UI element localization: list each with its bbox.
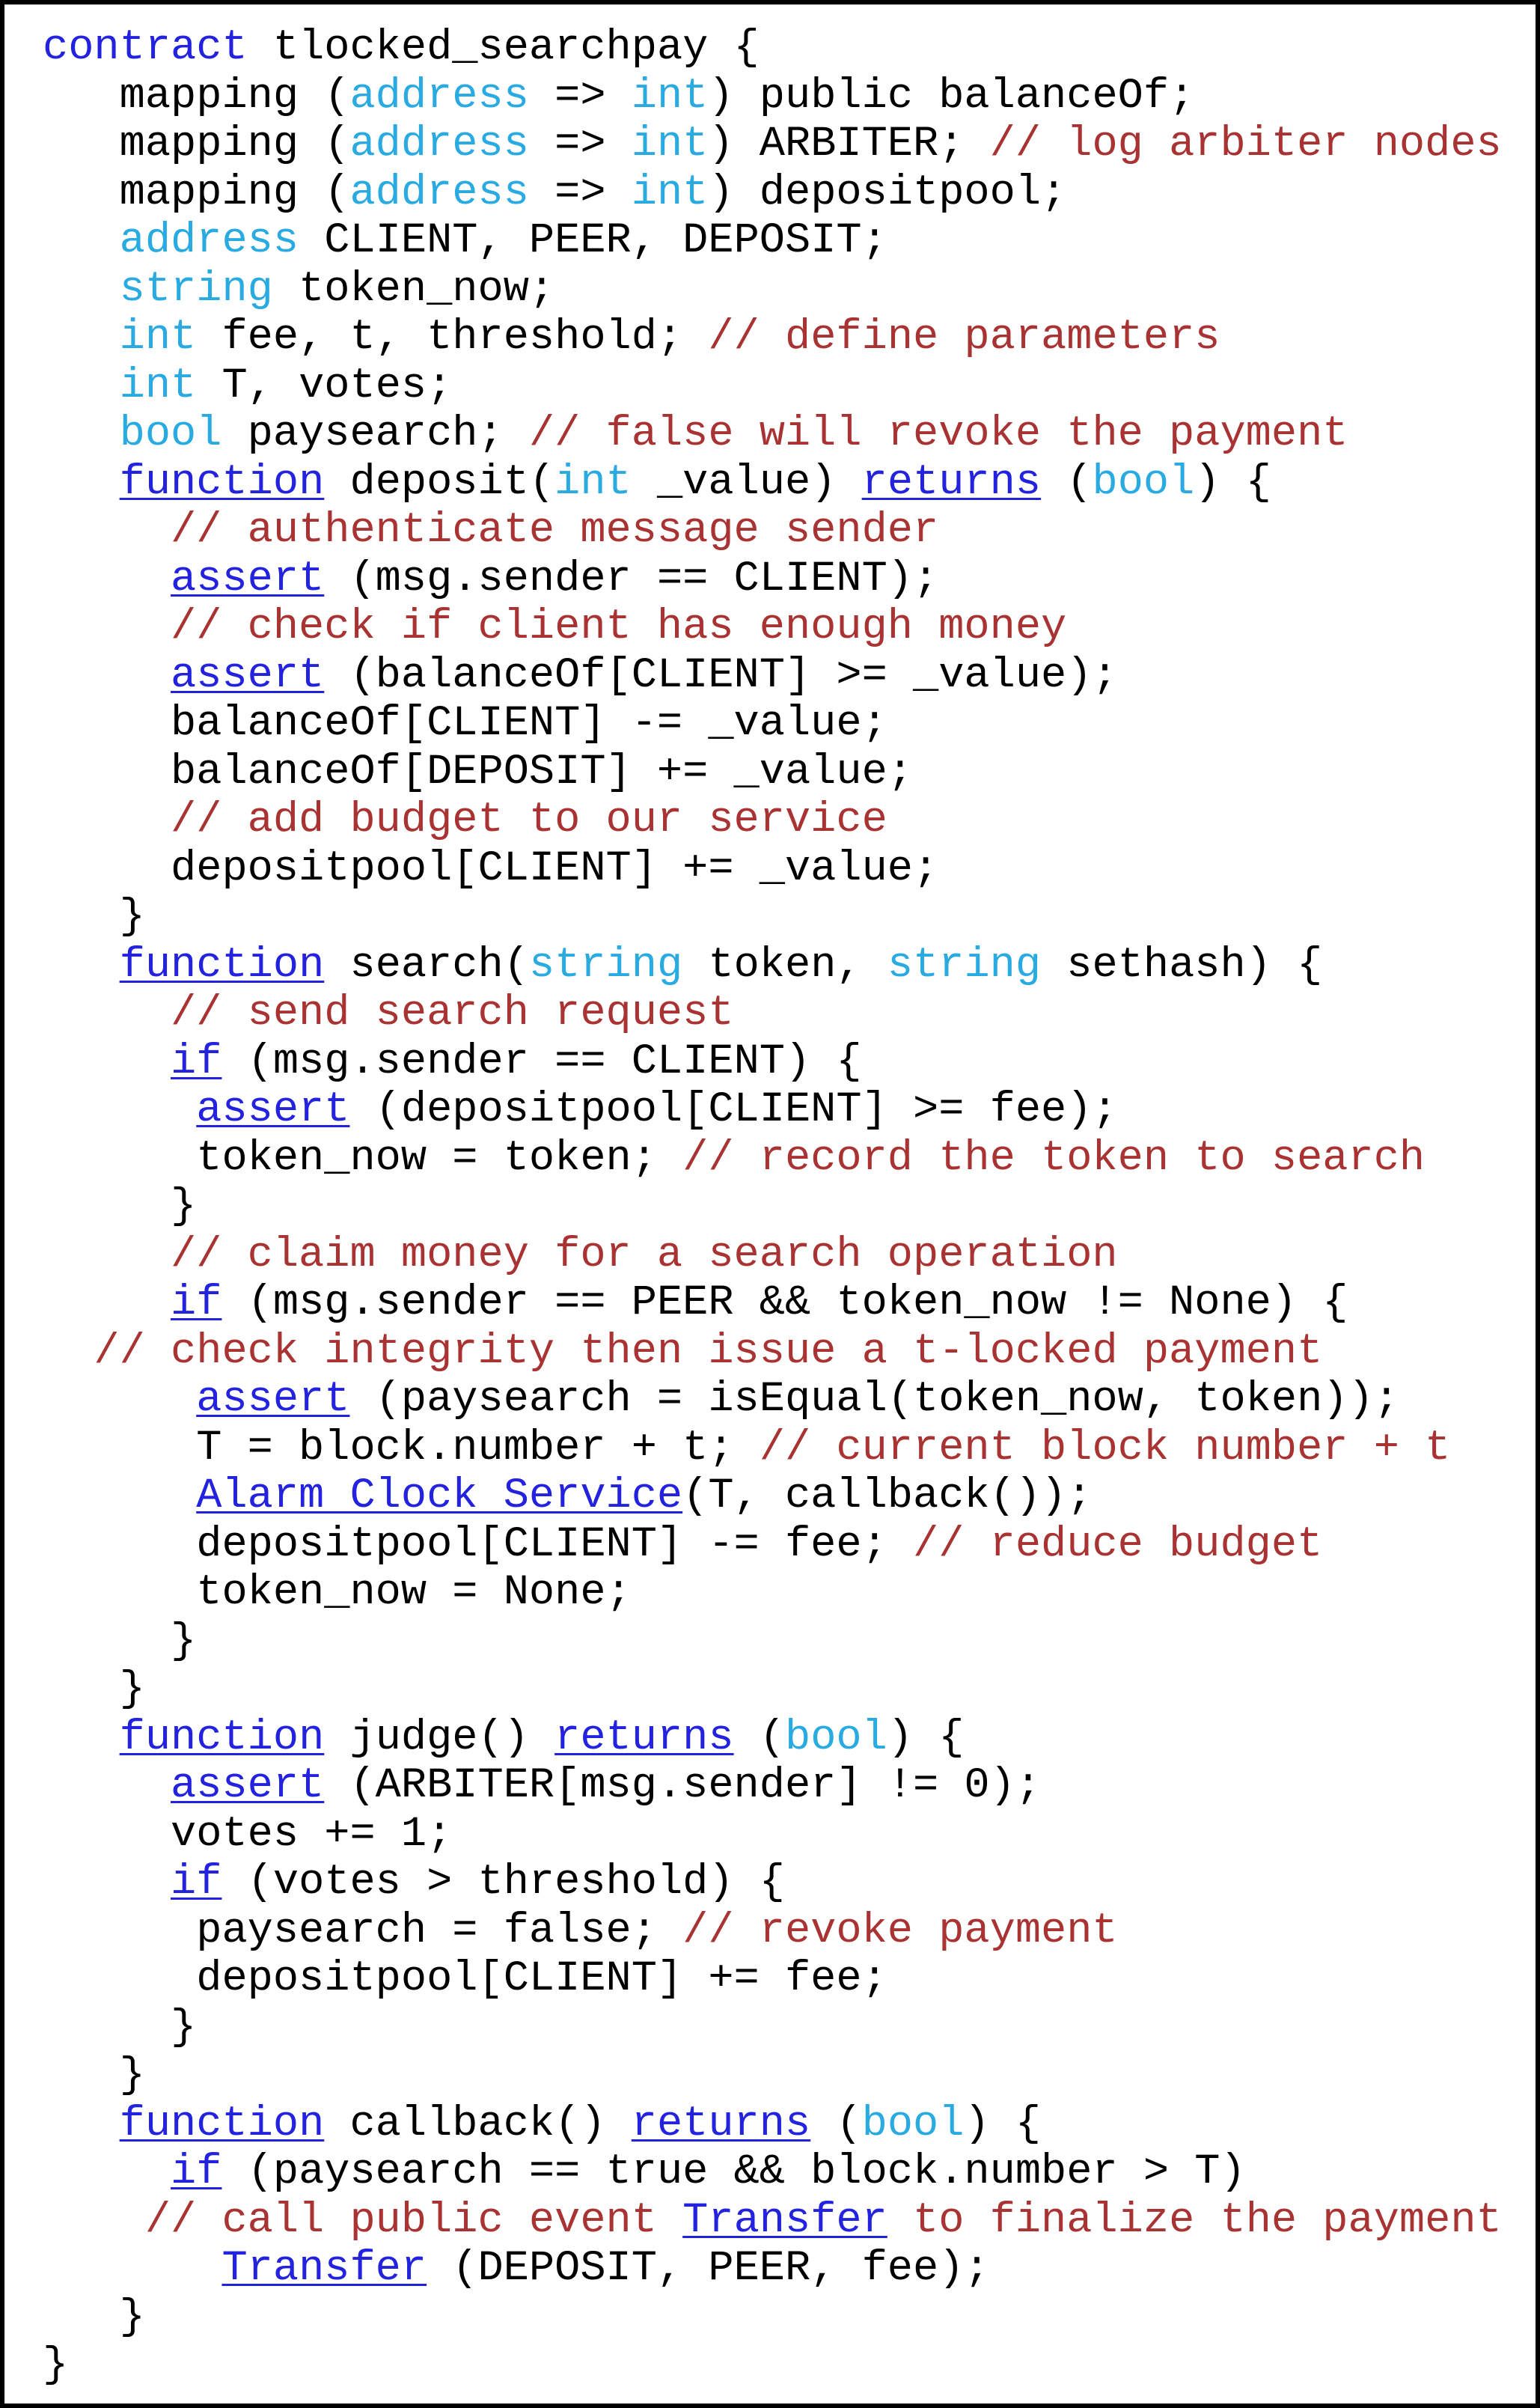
code-token-keyword-blue-underlined: Transfer (221, 2245, 427, 2293)
code-token-plain-black: } (43, 2003, 197, 2052)
code-token-keyword-blue-underlined: function (119, 1713, 325, 1762)
code-token-plain-black: mapping ( (43, 168, 350, 217)
code-token-plain-black (43, 603, 171, 651)
code-token-plain-black: token, (682, 941, 887, 990)
code-token-plain-black: (DEPOSIT, PEER, fee); (427, 2245, 990, 2293)
code-token-plain-black: (paysearch = isEqual(token_now, token)); (349, 1376, 1399, 1424)
code-token-keyword-blue-underlined: assert (196, 1376, 350, 1424)
code-token-plain-black: ( (1041, 458, 1093, 507)
code-token-type-cyan: bool (1092, 458, 1195, 507)
code-token-plain-black (43, 555, 171, 603)
code-token-plain-black (43, 652, 171, 700)
code-token-plain-black (43, 266, 120, 314)
code-token-plain-black: mapping ( (43, 121, 350, 168)
code-token-plain-black: judge() (324, 1713, 555, 1762)
code-token-type-cyan: bool (119, 410, 222, 458)
code-token-type-cyan: address (349, 72, 529, 121)
code-token-plain-black: _value) (631, 458, 862, 507)
code-token-keyword-blue-underlined: if (171, 1859, 222, 1906)
code-token-plain-black: paysearch; (221, 410, 529, 458)
code-token-comment-red: to finalize the payment (887, 2196, 1502, 2245)
code-token-plain-black: => (528, 168, 632, 217)
code-token-comment-red: // revoke payment (682, 1906, 1118, 1955)
code-token-plain-black: T, votes; (196, 362, 453, 410)
code-token-plain-black: } (43, 893, 145, 941)
code-token-comment-red: // authenticate message sender (171, 507, 939, 555)
code-token-plain-black: (T, callback()); (682, 1472, 1093, 1520)
code-token-plain-black (43, 1038, 171, 1086)
code-token-plain-black: ) public balanceOf; (708, 72, 1195, 121)
code-token-keyword-blue-underlined: returns (631, 2100, 811, 2148)
code-token-plain-black: (msg.sender == CLIENT) { (221, 1037, 862, 1086)
code-token-plain-black (43, 1376, 196, 1424)
code-token-plain-black (43, 1279, 171, 1327)
code-token-keyword-blue-underlined: Alarm Clock Service (196, 1472, 683, 1520)
code-token-type-cyan: bool (861, 2100, 965, 2148)
code-token-plain-black: token_now; (272, 265, 555, 314)
code-token-keyword-blue: contract (43, 24, 248, 72)
code-token-plain-black: => (528, 121, 632, 168)
code-token-keyword-blue-underlined: if (171, 2148, 222, 2196)
code-token-plain-black (43, 2148, 171, 2196)
code-token-plain-black (43, 990, 171, 1037)
code-token-plain-black: search( (324, 941, 529, 990)
code-token-plain-black: ) { (1194, 458, 1271, 507)
code-token-plain-black: mapping ( (43, 72, 350, 121)
code-token-plain-black (43, 507, 171, 555)
code-token-keyword-blue-underlined: assert (171, 555, 325, 603)
code-token-type-cyan: string (887, 941, 1042, 990)
code-token-plain-black: } (43, 2052, 145, 2100)
code-token-plain-black (43, 796, 171, 844)
code-token-plain-black (43, 1472, 196, 1520)
code-token-plain-black (43, 2245, 221, 2293)
code-token-keyword-blue-underlined: assert (171, 651, 325, 700)
code-token-keyword-blue-underlined: returns (554, 1713, 734, 1762)
code-token-keyword-blue-underlined: assert (196, 1086, 350, 1134)
code-token-plain-black: (balanceOf[CLIENT] >= _value); (324, 651, 1118, 700)
code-token-plain-black: ) { (964, 2100, 1042, 2148)
code-token-comment-red: // add budget to our service (171, 796, 887, 844)
code-token-plain-black (43, 1231, 171, 1279)
code-token-plain-black (43, 2100, 120, 2148)
code-token-type-cyan: address (119, 217, 299, 265)
code-token-plain-black: ) { (887, 1713, 965, 1762)
code-token-plain-black: ) depositpool; (708, 168, 1067, 217)
code-token-type-cyan: address (349, 168, 529, 217)
code-token-plain-black: } (43, 1617, 197, 1665)
code-token-plain-black: balanceOf[DEPOSIT] += _value; (43, 748, 913, 796)
code-token-plain-black: ( (810, 2100, 862, 2148)
code-token-comment-red: // define parameters (708, 314, 1220, 362)
code-token-type-cyan: int (119, 314, 197, 362)
code-token-plain-black (43, 942, 120, 990)
code-token-type-cyan: address (349, 121, 529, 168)
code-token-plain-black: ( (733, 1713, 786, 1762)
code-token-type-cyan: string (528, 941, 683, 990)
code-token-type-cyan: bool (785, 1713, 887, 1762)
code-token-plain-black (43, 1714, 120, 1762)
code-token-plain-black: balanceOf[CLIENT] -= _value; (43, 700, 887, 748)
code-token-plain-black: callback() (324, 2100, 632, 2148)
code-token-comment-red: // claim money for a search operation (171, 1231, 1118, 1279)
code-token-keyword-blue-underlined: returns (861, 458, 1042, 507)
code-token-plain-black: (msg.sender == PEER && token_now != None) { (221, 1279, 1348, 1327)
code-token-comment-red: // check if client has enough money (171, 603, 1067, 651)
code-token-keyword-blue-underlined: function (119, 2100, 325, 2148)
code-token-keyword-blue-underlined: if (171, 1037, 222, 1086)
code-token-keyword-blue-underlined: function (119, 941, 325, 990)
code-token-plain-black: deposit( (324, 458, 555, 507)
code-token-plain-black (43, 217, 120, 265)
code-token-comment-red: // call public event (144, 2196, 683, 2245)
code-token-plain-black: T = block.number + t; (43, 1424, 760, 1472)
code-token-comment-red: // record the token to search (682, 1134, 1426, 1183)
code-token-plain-black (43, 459, 120, 507)
code-token-type-cyan: int (631, 168, 709, 217)
code-token-plain-black (43, 1859, 171, 1906)
code-token-plain-black: (paysearch == true && block.number > T) (221, 2148, 1246, 2196)
code-token-plain-black: CLIENT, PEER, DEPOSIT; (299, 217, 887, 265)
code-token-keyword-blue-underlined: Transfer (682, 2196, 887, 2245)
code-token-type-cyan: int (631, 121, 709, 168)
code-token-plain-black: } (43, 1665, 145, 1713)
code-token-plain-black: (ARBITER[msg.sender] != 0); (324, 1762, 1042, 1810)
code-listing (4, 4, 1536, 2390)
code-token-plain-black: tlocked_searchpay { (247, 24, 760, 72)
code-token-plain-black (43, 362, 120, 410)
code-token-plain-black (43, 2197, 145, 2245)
code-token-plain-black: depositpool[CLIENT] += _value; (43, 844, 939, 893)
code-token-comment-red: // send search request (171, 990, 734, 1037)
code-token-plain-black: ) ARBITER; (708, 121, 990, 168)
code-token-plain-black: sethash) { (1041, 941, 1323, 990)
code-token-plain-black: } (43, 2293, 145, 2341)
code-token-comment-red: // check integrity then issue a t-locked payment (94, 1327, 1323, 1376)
code-token-plain-black: paysearch = false; (43, 1906, 683, 1955)
code-token-plain-black: fee, t, threshold; (196, 314, 709, 362)
code-token-plain-black (43, 314, 120, 362)
code-token-plain-black: => (528, 72, 632, 121)
code-token-comment-red: // current block number + t (759, 1424, 1451, 1472)
code-token-plain-black (43, 1328, 94, 1376)
code-token-keyword-blue-underlined: if (171, 1279, 222, 1327)
code-token-plain-black: depositpool[CLIENT] += fee; (43, 1955, 887, 2003)
code-token-plain-black: token_now = None; (43, 1569, 632, 1617)
code-token-plain-black: } (43, 2341, 69, 2389)
code-token-type-cyan: int (119, 362, 197, 410)
code-token-type-cyan: int (554, 458, 632, 507)
code-token-plain-black: } (43, 1183, 197, 1231)
code-token-plain-black: depositpool[CLIENT] -= fee; (43, 1520, 913, 1569)
code-token-type-cyan: string (119, 265, 273, 314)
code-token-plain-black: (depositpool[CLIENT] >= fee); (349, 1086, 1118, 1134)
code-token-plain-black (43, 1086, 196, 1134)
code-token-keyword-blue-underlined: function (119, 458, 325, 507)
code-token-plain-black: (msg.sender == CLIENT); (324, 555, 939, 603)
code-token-comment-red: // false will revoke the payment (528, 410, 1348, 458)
code-token-comment-red: // reduce budget (913, 1520, 1323, 1569)
code-token-plain-black: votes += 1; (43, 1810, 453, 1859)
code-token-plain-black: token_now = token; (43, 1134, 683, 1183)
code-token-type-cyan: int (631, 72, 709, 121)
code-token-plain-black: (votes > threshold) { (221, 1859, 785, 1906)
code-token-plain-black (43, 1762, 171, 1810)
code-token-plain-black (43, 410, 120, 458)
code-token-comment-red: // log arbiter nodes (989, 121, 1502, 168)
code-token-keyword-blue-underlined: assert (171, 1762, 325, 1810)
